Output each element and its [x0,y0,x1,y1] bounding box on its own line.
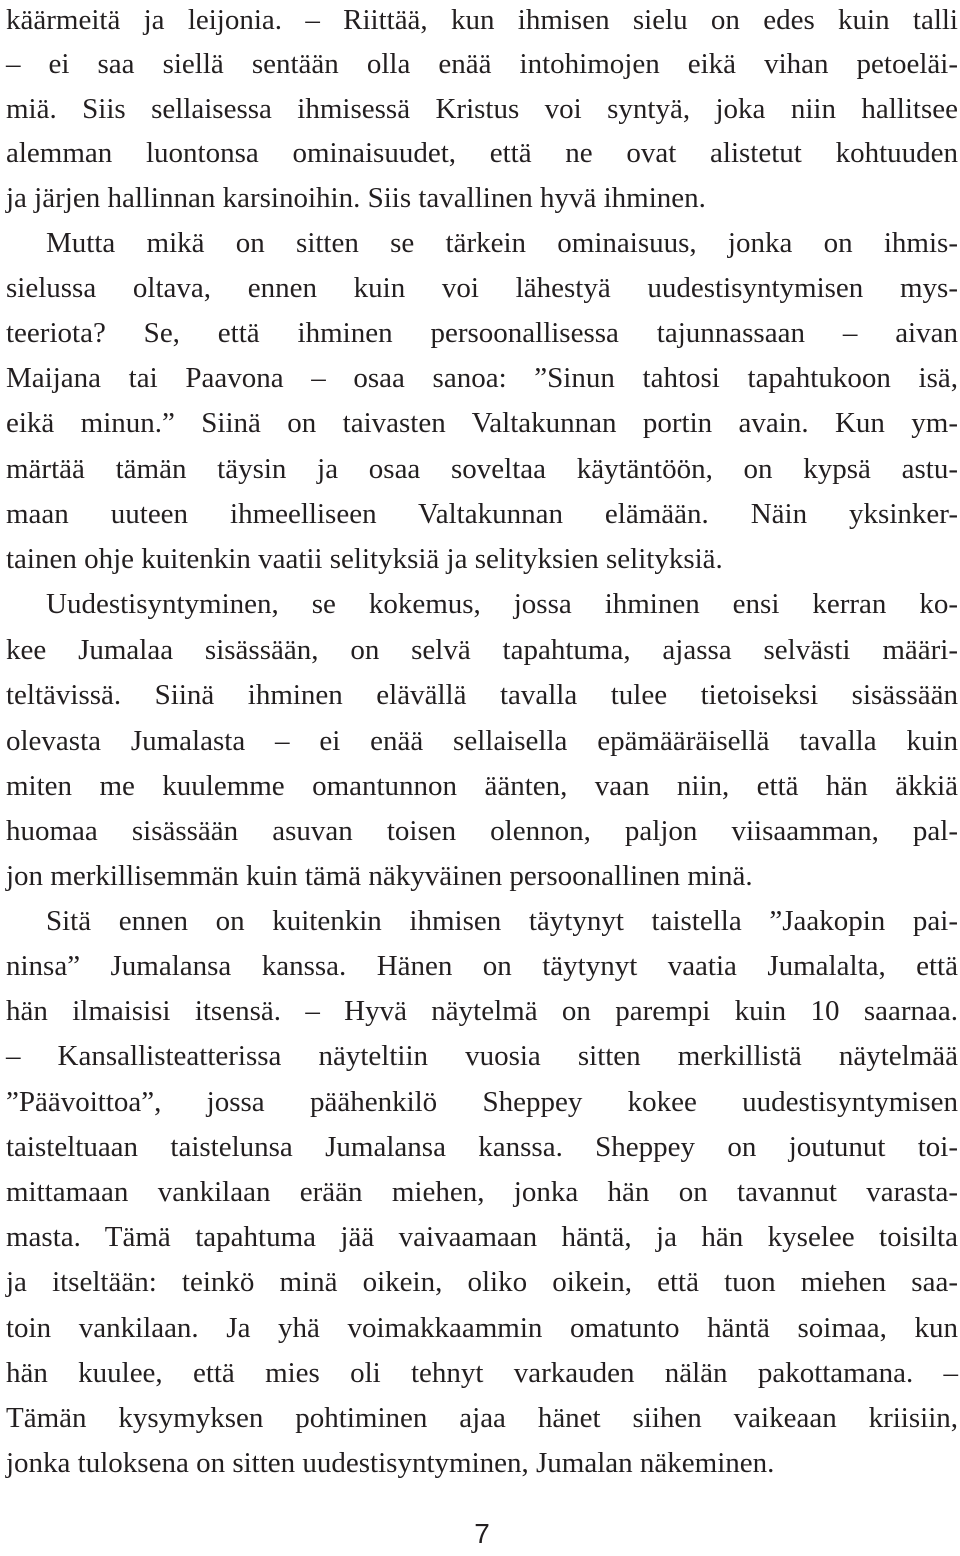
text-line: ja itseltään: teinkö minä oikein, oliko oikein, että tuon miehen saa- [6,1266,958,1298]
text-line: käärmeitä ja leijonia. – Riittää, kun ihmisen sielu on edes kuin talli [6,4,958,36]
text-line: mittamaan vankilaan erään miehen, jonka hän on tavannut varasta- [6,1176,958,1208]
text-line: – Kansallisteatterissa näyteltiin vuosia sitten merkillistä näytelmää [6,1040,958,1072]
text-line: Tämän kysymyksen pohtiminen ajaa hänet siihen vaikeaan kriisiin, [6,1402,958,1434]
text-line: miä. Siis sellaisessa ihmisessä Kristus voi syntyä, joka niin hallitsee [6,93,958,125]
text-line: teltävissä. Siinä ihminen elävällä tavalla tulee tietoiseksi sisässään [6,679,958,711]
text-line: kee Jumalaa sisässään, on selvä tapahtuma, ajassa selvästi määri- [6,634,958,666]
text-line: jon merkillisemmän kuin tämä näkyväinen persoonallinen minä. [6,860,753,892]
book-page [6,0,958,1556]
page-number: 7 [474,1518,490,1549]
text-line: Maijana tai Paavona – osaa sanoa: ”Sinun tahtosi tapahtukoon isä, [6,362,958,394]
text-line: miten me kuulemme omantunnon äänten, vaan niin, että hän äkkiä [6,770,958,802]
text-line: toin vankilaan. Ja yhä voimakkaammin omatunto häntä soimaa, kun [6,1312,958,1344]
text-line: sielussa oltava, ennen kuin voi lähestyä uudestisyntymisen mys- [6,272,958,304]
text-line: ninsa” Jumalansa kanssa. Hänen on täytynyt vaatia Jumalalta, että [6,950,958,982]
text-line: masta. Tämä tapahtuma jää vaivaamaan häntä, ja hän kyselee toisilta [6,1221,958,1253]
text-line: märtää tämän täysin ja osaa soveltaa käytäntöön, on kypsä astu- [6,453,958,485]
text-line: maan uuteen ihmeelliseen Valtakunnan elämään. Näin yksinker- [6,498,958,530]
text-line: olevasta Jumalasta – ei enää sellaisella epämääräisellä tavalla kuin [6,725,958,757]
text-line: taisteltuaan taistelunsa Jumalansa kanssa. Sheppey on joutunut toi- [6,1131,958,1163]
paragraph-first-line: Uudestisyntyminen, se kokemus, jossa ihminen ensi kerran ko- [46,588,958,620]
text-line: jonka tuloksena on sitten uudestisyntyminen, Jumalan näkeminen. [6,1447,775,1479]
text-line: hän kuulee, että mies oli tehnyt varkauden nälän pakottamana. – [6,1357,958,1389]
text-line: – ei saa siellä sentään olla enää intohimojen eikä vihan petoeläi- [6,48,958,80]
text-line: teeriota? Se, että ihminen persoonallisessa tajunnassaan – aivan [6,317,958,349]
paragraph-first-line: Mutta mikä on sitten se tärkein ominaisuus, jonka on ihmis- [46,227,958,259]
text-line: tainen ohje kuitenkin vaatii selityksiä ja selityksien selityksiä. [6,543,723,575]
text-line: hän ilmaisisi itsensä. – Hyvä näytelmä on parempi kuin 10 saarnaa. [6,995,958,1027]
text-line: huomaa sisässään asuvan toisen olennon, paljon viisaamman, pal- [6,815,958,847]
text-line: ja järjen hallinnan karsinoihin. Siis tavallinen hyvä ihminen. [6,182,706,214]
text-line: eikä minun.” Siinä on taivasten Valtakunnan portin avain. Kun ym- [6,407,958,439]
paragraph-first-line: Sitä ennen on kuitenkin ihmisen täytynyt taistella ”Jaakopin pai- [46,905,958,937]
text-line: alemman luontonsa ominaisuudet, että ne ovat alistetut kohtuuden [6,137,958,169]
text-line: ”Päävoittoa”, jossa päähenkilö Sheppey kokee uudestisyntymisen [6,1086,958,1118]
